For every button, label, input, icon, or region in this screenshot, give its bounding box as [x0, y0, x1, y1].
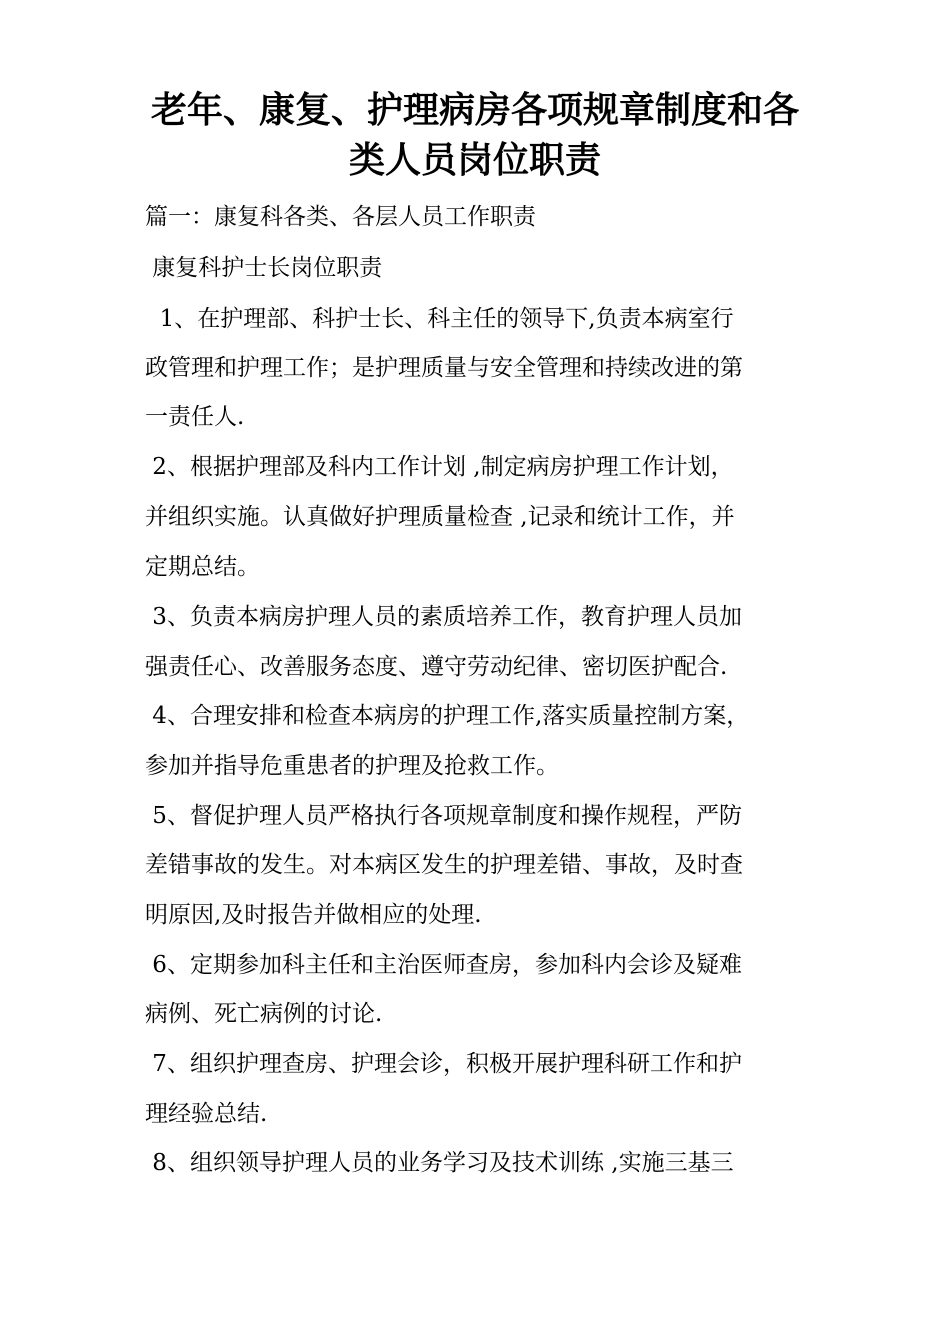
- paragraph-line: 6、定期参加科主任和主治医师查房，参加科内会诊及疑难: [145, 952, 742, 978]
- section-heading: 篇一：康复科各类、各层人员工作职责: [145, 204, 536, 230]
- paragraph-line: 4、合理安排和检查本病房的护理工作,落实质量控制方案，: [145, 703, 750, 729]
- paragraph-line: 理经验总结.: [145, 1101, 268, 1127]
- paragraph-line: 8、组织领导护理人员的业务学习及技术训练 ,实施三基三: [145, 1150, 734, 1176]
- paragraph-line: 差错事故的发生。对本病区发生的护理差错、事故，及时查: [145, 852, 743, 878]
- paragraph-line: 定期总结。: [145, 554, 260, 580]
- subsection-heading: 康复科护士长岗位职责: [145, 255, 383, 281]
- paragraph-line: 明原因,及时报告并做相应的处理.: [145, 902, 482, 928]
- paragraph-line: 5、督促护理人员严格执行各项规章制度和操作规程，严防: [145, 803, 742, 829]
- paragraph-line: 政管理和护理工作；是护理质量与安全管理和持续改进的第: [145, 355, 743, 381]
- document-title-line-1: 老年、康复、护理病房各项规章制度和各: [150, 89, 799, 131]
- paragraph-line: 2、根据护理部及科内工作计划 ,制定病房护理工作计划，: [145, 454, 734, 480]
- paragraph-line: 一责任人.: [145, 404, 245, 430]
- paragraph-line: 3、负责本病房护理人员的素质培养工作，教育护理人员加: [145, 604, 742, 630]
- paragraph-line: 病例、死亡病例的讨论.: [145, 1001, 383, 1027]
- paragraph-line: 并组织实施。认真做好护理质量检查 ,记录和统计工作，并: [145, 504, 735, 530]
- paragraph-line: 参加并指导危重患者的护理及抢救工作。: [145, 753, 559, 779]
- paragraph-line: 7、组织护理查房、护理会诊，积极开展护理科研工作和护: [145, 1051, 742, 1077]
- paragraph-line: 1、在护理部、科护士长、科主任的领导下,负责本病室行: [145, 306, 734, 332]
- document-title-line-2: 类人员岗位职责: [348, 139, 601, 181]
- paragraph-line: 强责任心、改善服务态度、遵守劳动纪律、密切医护配合.: [145, 654, 728, 680]
